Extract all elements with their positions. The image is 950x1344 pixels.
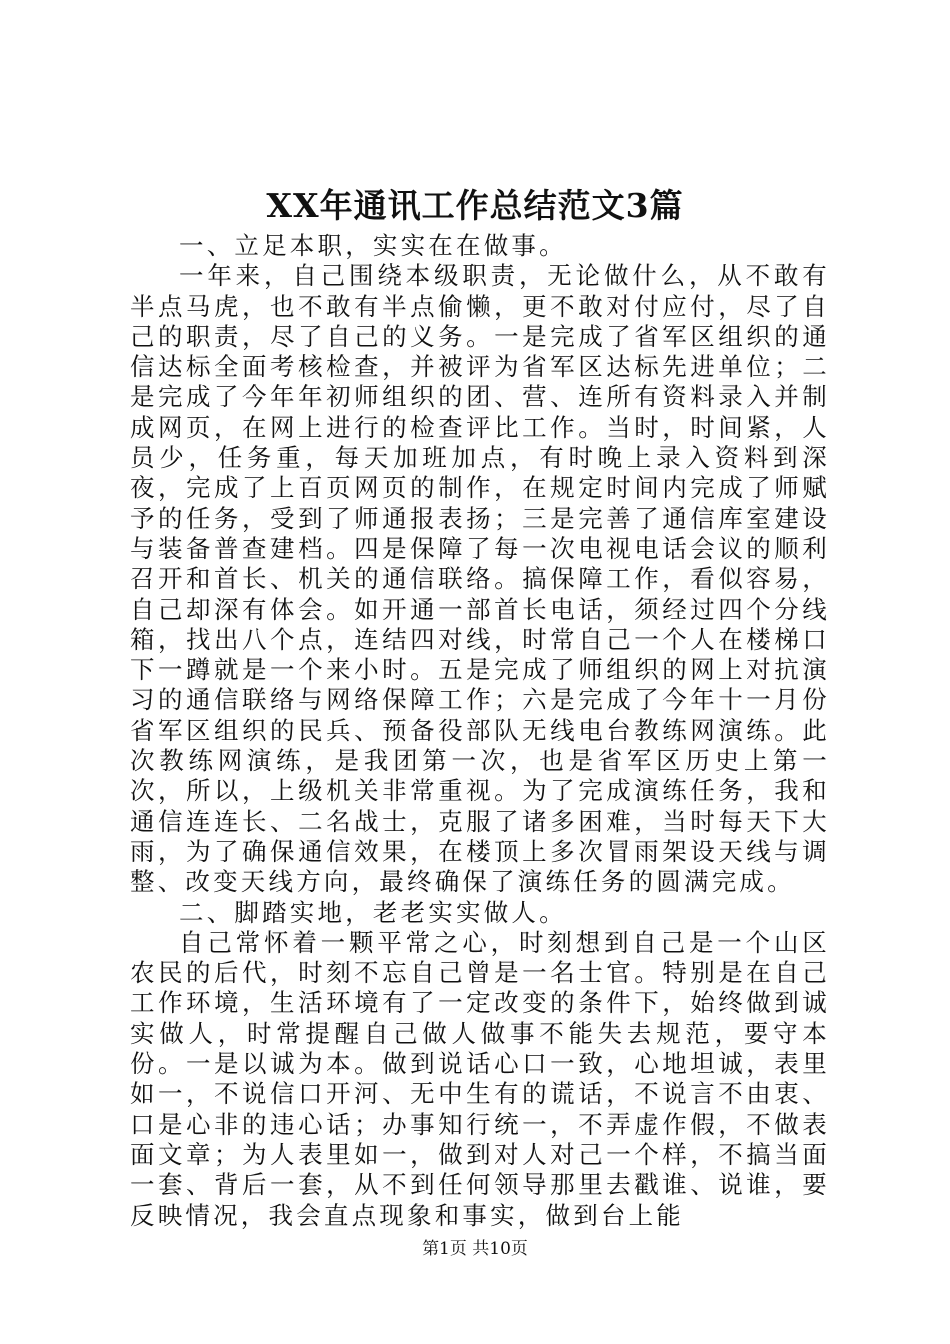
document-title: XX年通讯工作总结范文3篇 [266, 186, 684, 225]
section-heading-1: 一、立足本职，实实在在做事。 [179, 231, 567, 260]
document-body [130, 231, 830, 1231]
page-footer: 第1页 共10页 [422, 1239, 528, 1259]
section-heading-2: 二、脚踏实地，老老实实做人。 [179, 897, 567, 927]
body-paragraph-2: 自己常怀着一颗平常之心，时刻想到自己是一个山区农民的后代，时刻不忘自己曾是一名士官。特别是在自己工作环境，生活环境有了一定改变的条件下，始终做到诚实做人，时常提醒自己做人做事不能失去规范，要守本份。一是以诚为本。做到说话心口一致，心地坦诚，表里如一，不说信口开河、无中生有的谎话，不说言不由衷、口是心非的违心话；办事知行统一，不弄虚作假，不做表面文章；为人表里如一，做到对人对己一个样，不搞当面一套、背后一套，从不到任何领导那里去戳谁、说谁，要反映情况，我会直点现象和事实，做到台上能 [130, 927, 830, 1230]
body-paragraph-1: 一年来，自己围绕本级职责，无论做什么，从不敢有半点马虎，也不敢有半点偷懒，更不敢对付应付，尽了自己的职责，尽了自己的义务。一是完成了省军区组织的通信达标全面考核检查，并被评为省军区达标先进单位；二是完成了今年年初师组织的团、营、连所有资料录入并制成网页，在网上进行的检查评比工作。当时，时间紧，人员少，任务重，每天加班加点，有时晚上录入资料到深夜，完成了上百页网页的制作，在规定时间内完成了师赋予的任务，受到了师通报表扬；三是完善了通信库室建设与装备普查建档。四是保障了每一次电视电话会议的顺利召开和首长、机关的通信联络。搞保障工作，看似容易，自己却深有体会。如开通一部首长电话，须经过四个分线箱，找出八个点，连结四对线，时常自己一个人在楼梯口下一蹲就是一个来小时。五是完成了师组织的网上对抗演习的通信联络与网络保障工作；六是完成了今年十一月份省军区组织的民兵、预备役部队无线电台教练网演练。此次教练网演练，是我团第一次，也是省军区历史上第一次，所以，上级机关非常重视。为了完成演练任务，我和通信连连长、二名战士，克服了诸多困难，当时每天下大雨，为了确保通信效果，在楼顶上多次冒雨架设天线与调整、改变天线方向，最终确保了演练任务的圆满完成。 [130, 261, 830, 897]
